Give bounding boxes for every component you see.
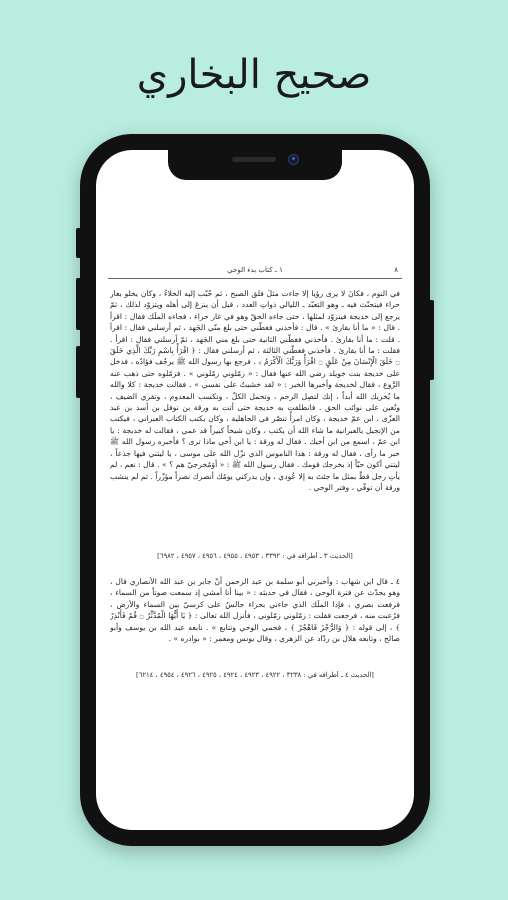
phone-notch [168,148,342,180]
hadith-text: في النوم ، فكانَ لا يرى رؤيا إلا جاءت مثلَ فلق الصبح ، ثم حُبّب إليه الخلاءُ ، وكان يخلو بغار حراء فيتحنّث فيه ـ وهو التعبّد ـ الليالي ذواتِ العدد ، قبل أن ينزعَ إلى أهله ويتزوّد لذلك ، ثمّ يرجع إلى خديجة فيتزوّد لمثلها ، حتى جاءه الحقّ وهو في غار حراء ، فجاءه الملَك فقال : اقرأ . قال : « ما أنا بقارئ » . قال : فأخذني فغطّني حتى بلغ منّي الجَهد ، ثم أرسلني فقال : اقرأ . قلت : ما أنا بقارئ . فأخذني فغطّني الثانية حتى بلغ مني الجَهد ، ثمّ أرسلني فقال : اقرأ . فقلت : ما أنا بقارئ . فأخذني فغطّني الثالثة ، ثم أرسلني فقال : ﴿ اقْرَأْ بِاسْمِ رَبِّكَ الَّذِي خَلَقَ ۝ خَلَقَ الْإِنْسَانَ مِنْ عَلَقٍ ۝ اقْرَأْ وَرَبُّكَ الْأَكْرَمُ ﴾ . فرجع بها رسول الله ﷺ يرجُف فؤادُه ، فدخل على خديجة بنت خويلد رضي الله عنها فقال : « زمّلوني زمّلوني » . فزمّلوه حتى ذهب عنه الرَّوع ، فقال لخديجة وأخبرها الخبر : « لقد خشيتُ على نفسي » . فقالت خديجة : كلا والله ما يُخزيك الله أبداً ، إنك لتصِل الرحم ، وتحمل الكلّ ، وتكسب المعدوم ، وتقري الضيف ، وتُعين على نوائب الحق . فانطلقت به خديجة حتى أتت به ورقة بن نوفل بن أسد بن عبد العزّى ، ابن عمّ خديجة ، وكان امرأً تنصّر في الجاهلية ، وكان يكتب الكتاب العبراني ، فيكتب من الإنجيل بالعبرانية ما شاء الله أن يكتب ، وكان شيخاً كبيراً قد عمي ، فقالت له خديجة : يا ابن عمّ ، اسمع من ابن أخيك . فقال له ورقة : يا ابن أخي ماذا ترى ؟ فأخبره رسول الله ﷺ خبر ما رأى ، فقال له ورقة : هذا الناموس الذي نزّل الله على موسى ، يا ليتني فيها جذعاً ، ليتني أكون حيّاً إذ يخرجك قومك . فقال رسول الله ﷺ : « أوَمُخرجيّ هم ؟ » . قال : نعم ، لم يأتِ رجل قطّ بمثل ما جئتَ به إلا عُودي ، وإن يدركني يومُك أنصرك نصراً مؤزّراً . ثم لم ينشب ورقة أن توفّي ، وفتر الوحي . [110,289,400,492]
front-camera-icon [288,154,299,165]
chapter-title: ١ ـ كتاب بدء الوحي [227,266,283,274]
page-header [108,264,402,279]
mute-switch [76,228,81,258]
volume-down-button [76,346,81,398]
speaker-grille [232,157,276,162]
hadith-text: ٤ ـ قال ابن شهاب : وأخبرني أبو سلمة بن عبد الرحمن أنّ جابر بن عبد الله الأنصاري قال ، وهو يحدّث عن فترة الوحي ، فقال في حديثه : « بينا أنا أمشي إذ سمعت صوتاً من السماء ، فرفعت بصري ، فإذا الملَك الذي جاءني بحراء جالسٌ على كرسيّ بين السماء والأرض ، فرُعبت منه ، فرجعت فقلت : زمّلوني زمّلوني ، فأنزل الله تعالى : ﴿ يَا أَيُّهَا الْمُدَّثِّرُ ۝ قُمْ فَأَنْذِرْ ﴾ ، إلى قوله : ﴿ وَالرُّجْزَ فَاهْجُرْ ﴾ ، فحمي الوحي وتتابع » . تابعه عبد الله بن يوسف وأبو صالح ، وتابعه هلال بن ردّاد عن الزهري ، وقال يونس ومعمر : « بوادره » . [110,577,400,644]
page-number: ٨ [394,266,398,274]
hadith-reference: [الحديث ٣ ـ أطرافه في : ٣٣٩٢ ، ٤٩٥٣ ، ٤٩٥٥ ، ٤٩٥٦ ، ٤٩٥٧ ، ٦٩٨٢] [157,552,353,560]
hadith-reference: [الحديث ٤ ـ أطرافه في : ٣٢٣٨ ، ٤٩٢٢ ، ٤٩٢٣ ، ٤٩٢٤ ، ٤٩٢٥ ، ٤٩٢٦ ، ٤٩٥٤ ، ٦٢١٤] [136,671,374,679]
power-button [429,300,434,380]
app-title: صحيح البخاري [136,52,372,98]
volume-up-button [76,278,81,330]
